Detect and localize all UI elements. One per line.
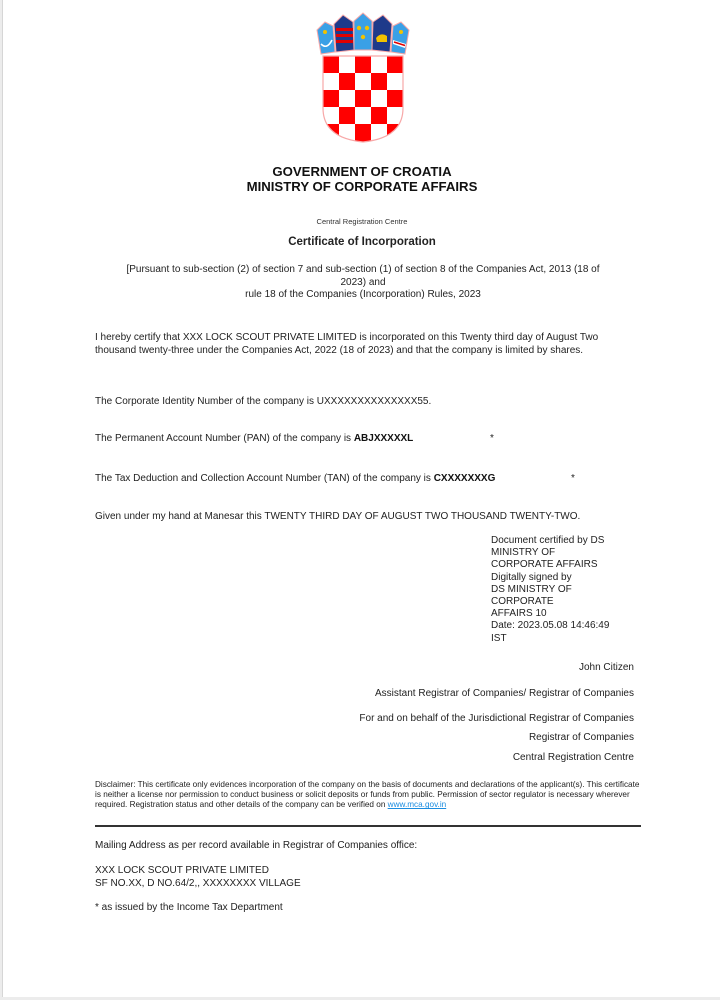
signature-timezone: IST [491, 632, 507, 644]
pursuant-line-3: rule 18 of the Companies (Incorporation) Rules, 2023 [245, 289, 481, 300]
footnote: * as issued by the Income Tax Department [95, 902, 283, 913]
signature-line: Digitally signed by [491, 571, 572, 583]
certificate-title: Certificate of Incorporation [288, 236, 436, 248]
registration-centre-line: Central Registration Centre [512, 752, 634, 763]
pursuant-line-2: 2023) and [340, 276, 386, 288]
signature-date: Date: 2023.05.08 14:46:49 [491, 620, 610, 632]
mailing-company: XXX LOCK SCOUT PRIVATE LIMITED [95, 865, 269, 876]
disclaimer [95, 780, 640, 811]
government-name: GOVERNMENT OF CROATIA [272, 164, 452, 179]
tan-value: CXXXXXXXG [433, 473, 496, 484]
croatian-coat-of-arms-icon [313, 8, 413, 144]
signature-line: CORPORATE AFFAIRS [491, 559, 598, 571]
tan-statement [95, 473, 635, 486]
given-statement: Given under my hand at Manesar this TWENTY THIRD DAY OF AUGUST TWO THOUSAND TWENTY-TWO. [95, 511, 581, 522]
certify-statement: I hereby certify that XXX LOCK SCOUT PRIVATE LIMITED is incorporated on this Twenty third day of August Two thousand twenty-three under the Companies Act, 2022 (18 of 2023) and that the company is limited by shares. [95, 332, 599, 356]
pursuant-clause [103, 264, 623, 302]
signature-line: AFFAIRS 10 [491, 608, 547, 620]
behalf-line: For and on behalf of the Jurisdictional Registrar of Companies [359, 713, 634, 724]
signature-line: DS MINISTRY OF [491, 583, 572, 595]
divider-rule [95, 825, 641, 827]
mailing-heading: Mailing Address as per record available in Registrar of Companies office: [95, 840, 418, 851]
digital-signature-block [491, 535, 641, 645]
pursuant-line-1: [Pursuant to sub-section (2) of section 7 and sub-section (1) of section 8 of the Companies Act, 2013 (18 of [126, 264, 600, 275]
mca-website-link[interactable]: www.mca.gov.in [387, 800, 447, 810]
government-heading [3, 164, 720, 194]
pan-asterisk: * [490, 433, 494, 444]
tan-asterisk: * [571, 473, 575, 484]
signatory-name: John Citizen [578, 662, 634, 673]
pan-label: The Permanent Account Number (PAN) of the company is [95, 433, 354, 444]
ministry-name: MINISTRY OF CORPORATE AFFAIRS [246, 179, 478, 194]
signatory-role: Assistant Registrar of Companies/ Registrar of Companies [375, 688, 634, 699]
signature-line: MINISTRY OF [491, 547, 556, 559]
cin-statement: The Corporate Identity Number of the company is UXXXXXXXXXXXXXX55. [95, 396, 432, 407]
mailing-address-line: SF NO.XX, D NO.64/2,, XXXXXXXX VILLAGE [95, 877, 301, 889]
registration-centre-label: Central Registration Centre [316, 217, 408, 226]
disclaimer-text: Disclaimer: This certificate only evidences incorporation of the company on the basis of documents and declarations of the applicant(s). This certificate is neither a license nor permission to conduct business or solicit deposits or funds from public. Permission of sector regulator is necessary wherever required. Registration status and other details of the company can be verified on [95, 780, 640, 810]
mailing-address [95, 865, 301, 890]
pan-value: ABJXXXXXL [353, 433, 414, 444]
tan-label: The Tax Deduction and Collection Account Number (TAN) of the company is [95, 473, 434, 484]
registrar-line: Registrar of Companies [528, 732, 634, 743]
pan-statement [95, 433, 635, 446]
signature-line: Document certified by DS [491, 535, 605, 546]
certificate-page [2, 0, 720, 997]
signature-line: CORPORATE [491, 596, 554, 608]
